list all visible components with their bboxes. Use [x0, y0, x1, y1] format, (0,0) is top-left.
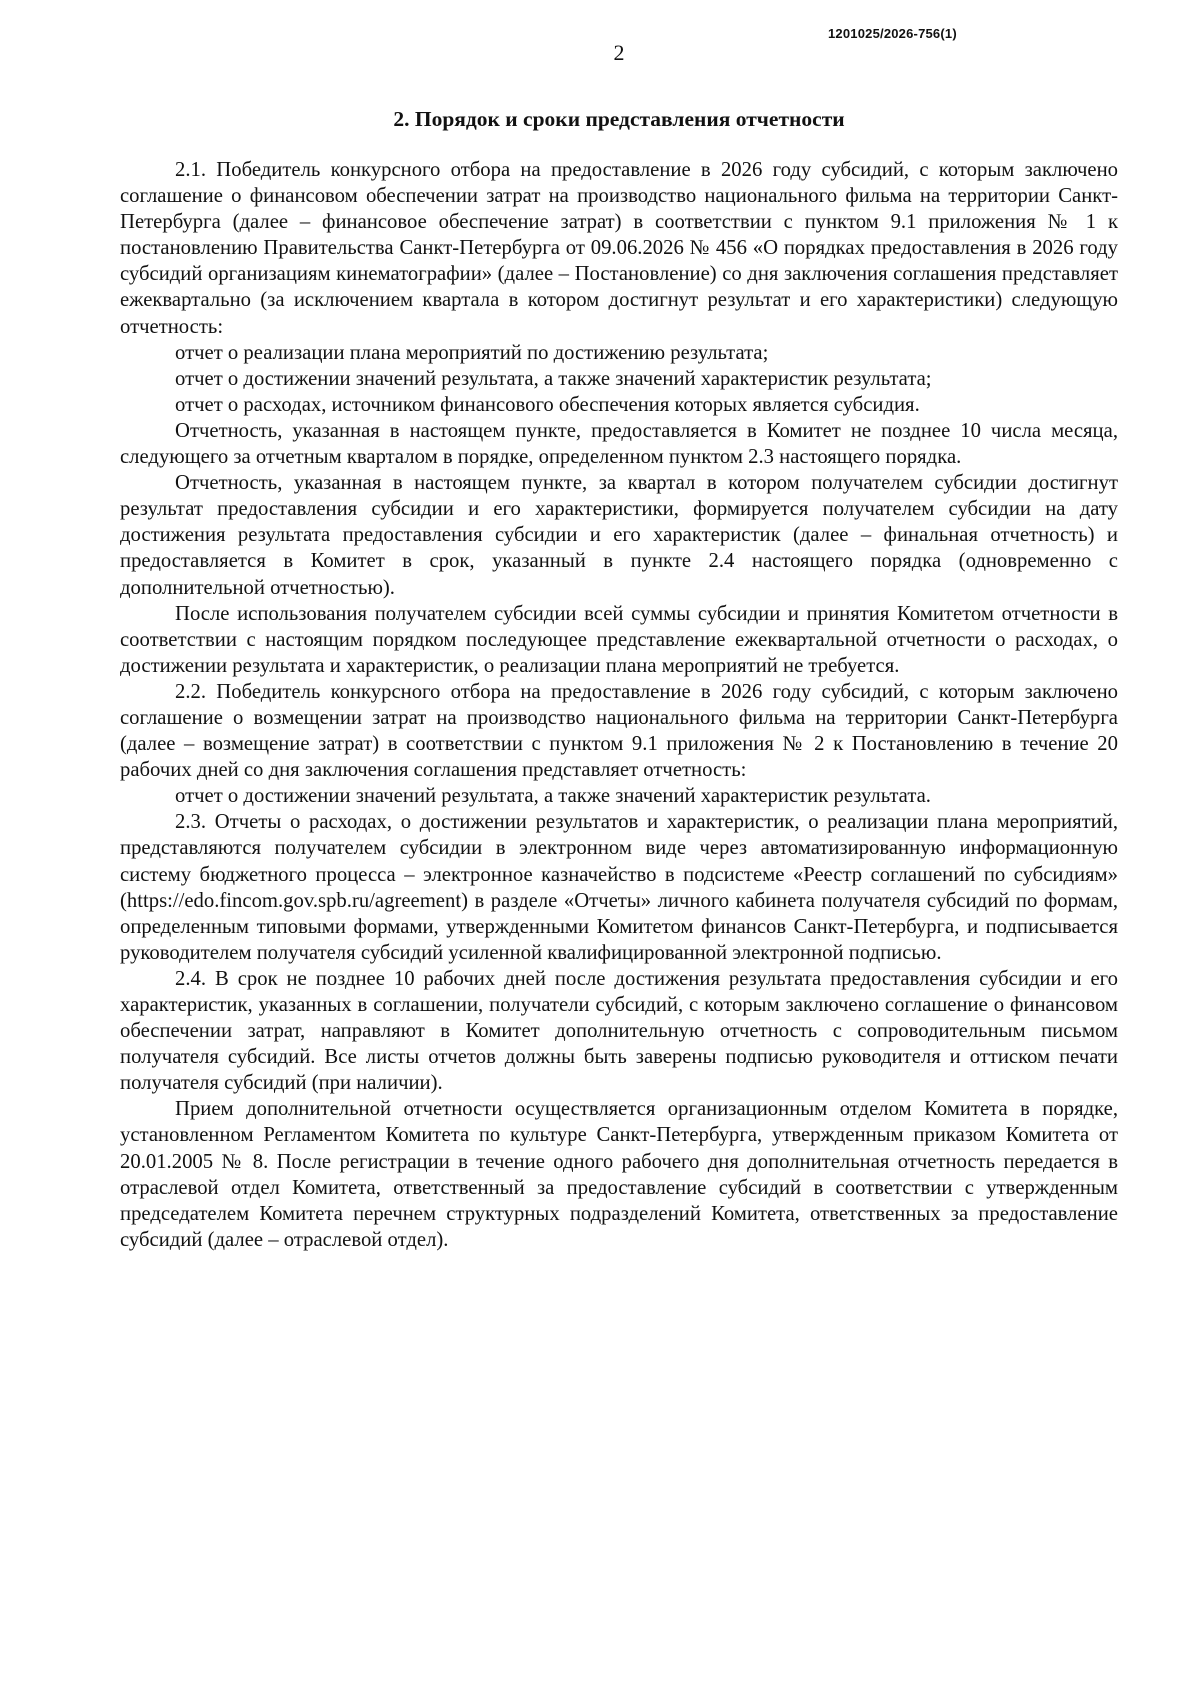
list-item-plan-report: отчет о реализации плана мероприятий по достижению результата;	[175, 341, 769, 364]
page-number: 2	[613, 40, 625, 65]
paragraph-2-2: 2.2. Победитель конкурсного отбора на предоставление в 2026 году субсидий, с которым заключено соглашение о возмещении затрат на производство национального фильма на территории Санкт-Петербурга (далее – возмещение затрат) в соответствии с пунктом 9.1 приложения № 2 к Постановлению в течение 20 рабочих дней со дня заключения соглашения представляет отчетность:	[120, 680, 1118, 782]
paragraph-2-1: 2.1. Победитель конкурсного отбора на предоставление в 2026 году субсидий, с которым заключено соглашение о финансовом обеспечении затрат на производство национального фильма на территории Санкт-Петербурга (далее – финансовое обеспечение затрат) в соответствии с пунктом 9.1 приложения № 1 к постановлению Правительства Санкт-Петербурга от 09.06.2026 № 456 «О порядках предоставления в 2026 году субсидий организациям кинематографии» (далее – Постановление) со дня заключения соглашения представляет ежеквартально (за исключением квартала в котором достигнут результат и его характеристики) следующую отчетность:	[120, 159, 1118, 338]
paragraph-2-3: 2.3. Отчеты о расходах, о достижении результатов и характеристик, о реализации плана мероприятий, представляются получателем субсидии в электронном виде через автоматизированную информационную систему бюджетного процесса – электронное казначейство в подсистеме «Реестр соглашений по субсидиям» (https://edo.fincom.gov.spb.ru/agreement) в разделе «Отчеты» личного кабинета получателя субсидий по формам, определенным типовыми формами, утвержденными Комитетом финансов Санкт-Петербурга, и подписывается руководителем получателя субсидий усиленной квалифицированной электронной подписью.	[120, 811, 1118, 964]
list-item-results-report: отчет о достижении значений результата, а также значений характеристик результата;	[175, 367, 932, 390]
paragraph-deadline: Отчетность, указанная в настоящем пункте, предоставляется в Комитет не позднее 10 числа месяца, следующего за отчетным кварталом в порядке, определенном пунктом 2.3 настоящего порядка.	[120, 419, 1118, 469]
list-item-expenses-report: отчет о расходах, источником финансового обеспечения которых является субсидия.	[175, 393, 920, 416]
section-body	[120, 157, 1118, 1253]
list-item-results-report-2: отчет о достижении значений результата, а также значений характеристик результата.	[175, 785, 931, 808]
section-title: 2. Порядок и сроки представления отчетности	[393, 107, 845, 131]
document-code: 1201025/2026-756(1)	[828, 26, 957, 41]
paragraph-2-4: 2.4. В срок не позднее 10 рабочих дней после достижения результата предоставления субсидии и его характеристик, указанных в соглашении, получатели субсидий, с которым заключено соглашение о финансовом обеспечении затрат, направляют в Комитет дополнительную отчетность с сопроводительным письмом получателя субсидий. Все листы отчетов должны быть заверены подписью руководителя и оттиском печати получателя субсидий (при наличии).	[120, 967, 1118, 1095]
paragraph-after-use: После использования получателем субсидии всей суммы субсидии и принятия Комитетом отчетности в соответствии с настоящим порядком последующее представление ежеквартальной отчетности о расходах, о достижении результата и характеристик, о реализации плана мероприятий не требуется.	[120, 602, 1118, 677]
paragraph-reception: Прием дополнительной отчетности осуществляется организационным отделом Комитета в порядке, установленном Регламентом Комитета по культуре Санкт-Петербурга, утвержденным приказом Комитета от 20.01.2005 № 8. После регистрации в течение одного рабочего дня дополнительная отчетность передается в отраслевой отдел Комитета, ответственный за предоставление субсидий в соответствии с утвержденным председателем Комитета перечнем структурных подразделений Комитета, ответственных за предоставление субсидий (далее – отраслевой отдел).	[120, 1098, 1118, 1251]
paragraph-final-reporting: Отчетность, указанная в настоящем пункте, за квартал в котором получателем субсидии достигнут результат предоставления субсидии и его характеристики, формируется получателем субсидии на дату достижения результата предоставления субсидии и его характеристик (далее – финальная отчетность) и предоставляется в Комитет в срок, указанный в пункте 2.4 настоящего порядка (одновременно с дополнительной отчетностью).	[120, 472, 1118, 599]
